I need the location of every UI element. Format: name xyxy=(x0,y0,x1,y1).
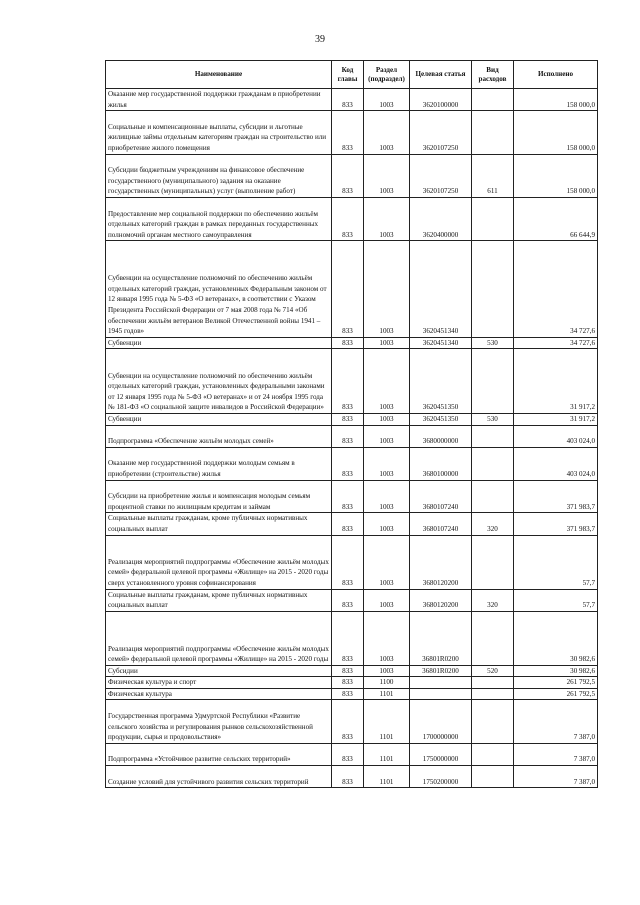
cell-expense-type xyxy=(472,447,514,480)
cell-chapter-code: 833 xyxy=(332,241,364,337)
cell-chapter-code: 833 xyxy=(332,197,364,240)
cell-name: Оказание мер государственной поддержки молодым семьям в приобретении (строительстве) жилья xyxy=(106,447,332,480)
cell-section: 1003 xyxy=(364,589,410,611)
cell-target: 1750200000 xyxy=(410,766,472,788)
table-row xyxy=(106,154,598,197)
table-row xyxy=(106,425,598,447)
cell-executed: 158 000,0 xyxy=(514,111,598,154)
cell-section: 1101 xyxy=(364,700,410,743)
cell-name: Социальные выплаты гражданам, кроме публичных нормативных социальных выплат xyxy=(106,513,332,535)
table-row xyxy=(106,677,598,689)
cell-name: Физическая культура xyxy=(106,688,332,700)
cell-executed: 371 983,7 xyxy=(514,480,598,513)
cell-chapter-code: 833 xyxy=(332,89,364,111)
cell-target: 3680107240 xyxy=(410,480,472,513)
table-row xyxy=(106,665,598,677)
budget-table xyxy=(105,60,598,788)
table-row xyxy=(106,766,598,788)
cell-chapter-code: 833 xyxy=(332,111,364,154)
cell-name: Создание условий для устойчивого развития сельских территорий xyxy=(106,766,332,788)
cell-chapter-code: 833 xyxy=(332,413,364,425)
cell-section: 1003 xyxy=(364,665,410,677)
cell-executed: 30 982,6 xyxy=(514,665,598,677)
cell-section: 1003 xyxy=(364,111,410,154)
cell-expense-type: 530 xyxy=(472,337,514,349)
cell-name: Субвенции на осуществление полномочий по обеспечению жильём отдельных категорий граждан, установленных федеральными законами от 12 января 1995 года № 5-ФЗ «О ветеранах» и от 24 ноября 1995 года № 181-ФЗ «О социальной защите инвалидов в Российской Федерации» xyxy=(106,349,332,414)
cell-expense-type xyxy=(472,111,514,154)
cell-chapter-code: 833 xyxy=(332,766,364,788)
cell-chapter-code: 833 xyxy=(332,611,364,665)
page-number: 39 xyxy=(315,34,325,45)
cell-executed: 7 387,0 xyxy=(514,700,598,743)
cell-section: 1003 xyxy=(364,535,410,589)
cell-section: 1003 xyxy=(364,197,410,240)
header-section: Раздел (подраздел) xyxy=(364,61,410,89)
cell-name: Социальные выплаты гражданам, кроме публичных нормативных социальных выплат xyxy=(106,589,332,611)
header-expense-type: Вид расходов xyxy=(472,61,514,89)
cell-expense-type xyxy=(472,241,514,337)
cell-name: Субвенции xyxy=(106,413,332,425)
cell-chapter-code: 833 xyxy=(332,589,364,611)
table-row xyxy=(106,480,598,513)
cell-expense-type: 320 xyxy=(472,589,514,611)
cell-executed: 34 727,6 xyxy=(514,337,598,349)
cell-executed: 158 000,0 xyxy=(514,89,598,111)
cell-name: Предоставление мер социальной поддержки по обеспечению жильём отдельных категорий граждан в рамках переданных государственных полномочий органам местного самоуправления xyxy=(106,197,332,240)
cell-chapter-code: 833 xyxy=(332,480,364,513)
table-row xyxy=(106,611,598,665)
table-row xyxy=(106,447,598,480)
cell-target: 1750000000 xyxy=(410,743,472,765)
cell-expense-type xyxy=(472,700,514,743)
cell-name: Реализация мероприятий подпрограммы «Обеспечение жильём молодых семей» федеральной целевой программы «Жилище» на 2015 - 2020 годы сверх установленного уровня софинансирования xyxy=(106,535,332,589)
cell-name: Социальные и компенсационные выплаты, субсидии и льготные жилищные займы отдельным категориям граждан на строительство или приобретение жилого помещения xyxy=(106,111,332,154)
cell-section: 1101 xyxy=(364,766,410,788)
cell-name: Реализация мероприятий подпрограммы «Обеспечение жильём молодых семей» федеральной целевой программы «Жилище» на 2015 - 2020 годы xyxy=(106,611,332,665)
cell-name: Субсидии на приобретение жилья и компенсация молодым семьям процентной ставки по жилищным кредитам и займам xyxy=(106,480,332,513)
cell-target: 3620107250 xyxy=(410,154,472,197)
header-chapter-code: Код главы xyxy=(332,61,364,89)
cell-chapter-code: 833 xyxy=(332,700,364,743)
table-row xyxy=(106,241,598,337)
cell-expense-type: 530 xyxy=(472,413,514,425)
cell-expense-type xyxy=(472,766,514,788)
cell-section: 1101 xyxy=(364,743,410,765)
cell-expense-type: 520 xyxy=(472,665,514,677)
table-row xyxy=(106,111,598,154)
table-row xyxy=(106,197,598,240)
cell-section: 1003 xyxy=(364,154,410,197)
table-header-row xyxy=(106,61,598,89)
cell-section: 1003 xyxy=(364,513,410,535)
cell-section: 1100 xyxy=(364,677,410,689)
cell-expense-type xyxy=(472,480,514,513)
cell-name: Подпрограмма «Устойчивое развитие сельских территорий» xyxy=(106,743,332,765)
cell-executed: 7 387,0 xyxy=(514,743,598,765)
cell-target: 3620451340 xyxy=(410,337,472,349)
table-row xyxy=(106,413,598,425)
cell-executed: 158 000,0 xyxy=(514,154,598,197)
cell-executed: 403 024,0 xyxy=(514,425,598,447)
cell-chapter-code: 833 xyxy=(332,349,364,414)
cell-expense-type xyxy=(472,743,514,765)
table-row xyxy=(106,535,598,589)
cell-section: 1003 xyxy=(364,337,410,349)
cell-target xyxy=(410,688,472,700)
cell-executed: 57,7 xyxy=(514,535,598,589)
cell-chapter-code: 833 xyxy=(332,447,364,480)
cell-name: Оказание мер государственной поддержки гражданам в приобретении жилья xyxy=(106,89,332,111)
cell-expense-type xyxy=(472,677,514,689)
cell-expense-type xyxy=(472,688,514,700)
cell-executed: 57,7 xyxy=(514,589,598,611)
cell-chapter-code: 833 xyxy=(332,688,364,700)
cell-expense-type xyxy=(472,535,514,589)
header-executed: Исполнено xyxy=(514,61,598,89)
cell-expense-type xyxy=(472,611,514,665)
cell-target xyxy=(410,677,472,689)
cell-target: 3680000000 xyxy=(410,425,472,447)
cell-executed: 30 982,6 xyxy=(514,611,598,665)
cell-target: 1700000000 xyxy=(410,700,472,743)
cell-chapter-code: 833 xyxy=(332,677,364,689)
table-row xyxy=(106,688,598,700)
cell-expense-type: 611 xyxy=(472,154,514,197)
cell-executed: 261 792,5 xyxy=(514,677,598,689)
cell-expense-type: 320 xyxy=(472,513,514,535)
cell-target: 3620107250 xyxy=(410,111,472,154)
cell-section: 1003 xyxy=(364,425,410,447)
cell-section: 1101 xyxy=(364,688,410,700)
header-target: Целевая статья xyxy=(410,61,472,89)
cell-expense-type xyxy=(472,425,514,447)
table-row xyxy=(106,89,598,111)
cell-executed: 403 024,0 xyxy=(514,447,598,480)
cell-name: Субсидии xyxy=(106,665,332,677)
cell-chapter-code: 833 xyxy=(332,425,364,447)
cell-target: 3680107240 xyxy=(410,513,472,535)
cell-expense-type xyxy=(472,349,514,414)
cell-chapter-code: 833 xyxy=(332,665,364,677)
cell-name: Подпрограмма «Обеспечение жильём молодых семей» xyxy=(106,425,332,447)
cell-section: 1003 xyxy=(364,447,410,480)
table-row xyxy=(106,337,598,349)
table-row xyxy=(106,513,598,535)
cell-chapter-code: 833 xyxy=(332,535,364,589)
cell-target: 3680100000 xyxy=(410,447,472,480)
cell-section: 1003 xyxy=(364,611,410,665)
cell-name: Физическая культура и спорт xyxy=(106,677,332,689)
cell-executed: 7 387,0 xyxy=(514,766,598,788)
cell-chapter-code: 833 xyxy=(332,513,364,535)
cell-chapter-code: 833 xyxy=(332,743,364,765)
header-name: Наименование xyxy=(106,61,332,89)
cell-target: 3620100000 xyxy=(410,89,472,111)
cell-executed: 34 727,6 xyxy=(514,241,598,337)
cell-executed: 261 792,5 xyxy=(514,688,598,700)
cell-name: Субсидии бюджетным учреждениям на финансовое обеспечение государственного (муниципального) задания на оказание государственных (муниципальных) услуг (выполнение работ) xyxy=(106,154,332,197)
cell-target: 3620400000 xyxy=(410,197,472,240)
table-row xyxy=(106,700,598,743)
cell-target: 3680120200 xyxy=(410,589,472,611)
cell-target: 3680120200 xyxy=(410,535,472,589)
cell-target: 36801R0200 xyxy=(410,611,472,665)
cell-section: 1003 xyxy=(364,413,410,425)
cell-chapter-code: 833 xyxy=(332,337,364,349)
cell-name: Субвенции xyxy=(106,337,332,349)
cell-section: 1003 xyxy=(364,89,410,111)
cell-name: Государственная программа Удмуртской Республики «Развитие сельского хозяйства и регулирования рынков сельскохозяйственной продукции, сырья и продовольствия» xyxy=(106,700,332,743)
cell-executed: 371 983,7 xyxy=(514,513,598,535)
cell-executed: 31 917,2 xyxy=(514,349,598,414)
cell-target: 36801R0200 xyxy=(410,665,472,677)
cell-name: Субвенции на осуществление полномочий по обеспечению жильём отдельных категорий граждан, установленных Федеральным законом от 12 января 1995 года № 5-ФЗ «О ветеранах», в соответствии с Указом Президента Российской Федерации от 7 мая 2008 года № 714 «Об обеспечении жильём ветеранов Великой Отечественной войны 1941 – 1945 годов» xyxy=(106,241,332,337)
table-row xyxy=(106,589,598,611)
cell-target: 3620451350 xyxy=(410,413,472,425)
cell-target: 3620451340 xyxy=(410,241,472,337)
cell-section: 1003 xyxy=(364,241,410,337)
cell-target: 3620451350 xyxy=(410,349,472,414)
table-row xyxy=(106,349,598,414)
table-body xyxy=(106,89,598,788)
cell-section: 1003 xyxy=(364,480,410,513)
cell-expense-type xyxy=(472,89,514,111)
cell-expense-type xyxy=(472,197,514,240)
cell-executed: 31 917,2 xyxy=(514,413,598,425)
cell-chapter-code: 833 xyxy=(332,154,364,197)
cell-section: 1003 xyxy=(364,349,410,414)
cell-executed: 66 644,9 xyxy=(514,197,598,240)
table-row xyxy=(106,743,598,765)
